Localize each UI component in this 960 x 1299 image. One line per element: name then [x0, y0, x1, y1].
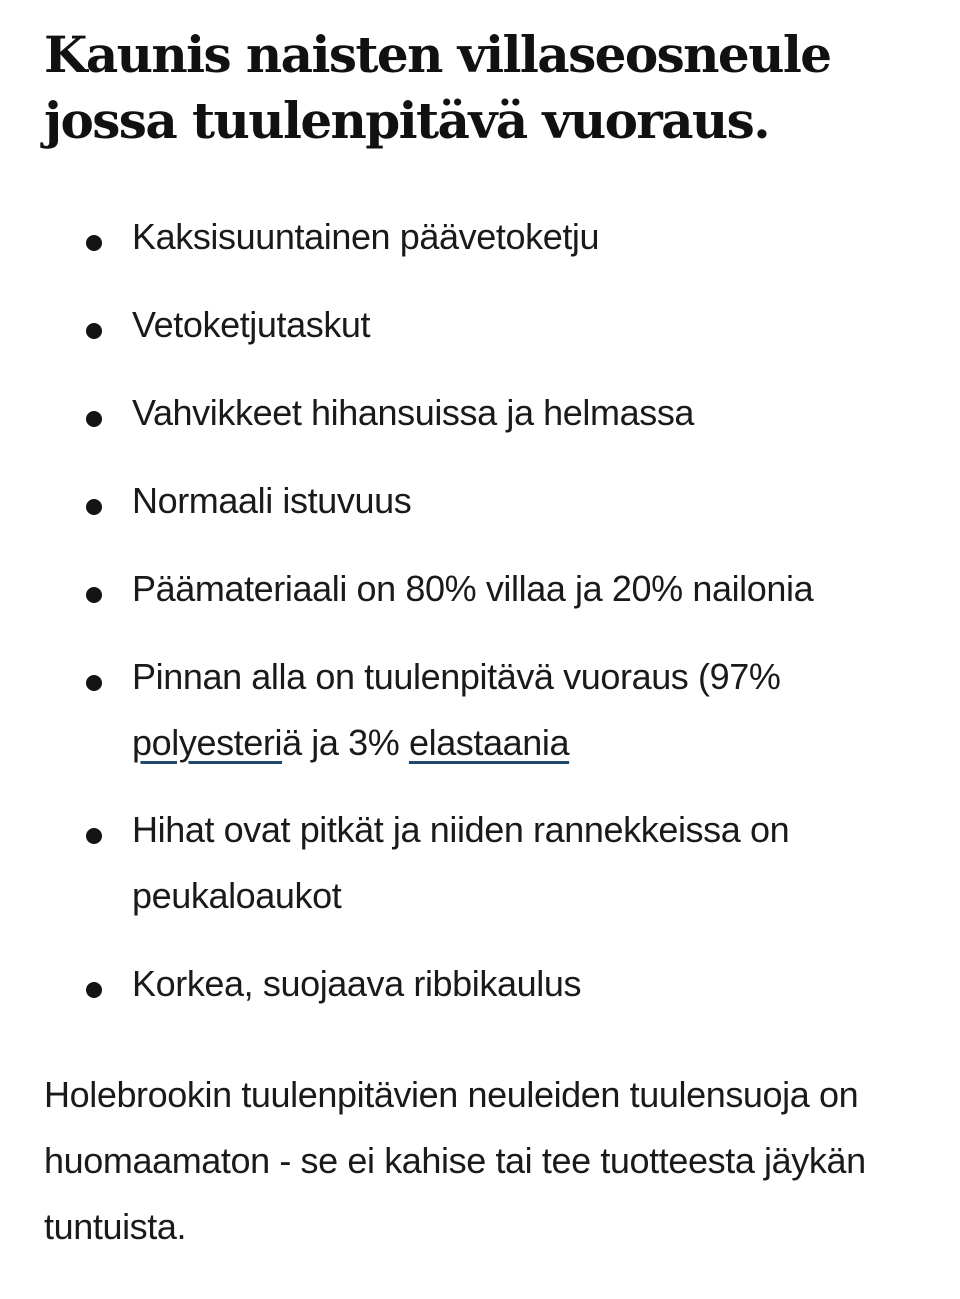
feature-text-line2: peukaloaukot [132, 875, 342, 916]
bullet-icon [86, 951, 106, 1017]
feature-text-line1: Pinnan alla on tuulenpitävä vuoraus (97% [132, 656, 781, 697]
bullet-icon [86, 468, 106, 534]
elastaania-link[interactable]: elastaania [408, 722, 570, 763]
feature-text: Korkea, suojaava ribbikaulus [132, 963, 582, 1004]
feature-text: Päämateriaali on 80% villaa ja 20% nailonia [132, 568, 814, 609]
list-item [132, 380, 922, 446]
list-item [132, 797, 922, 929]
page-title: Kaunis naisten villaseosneule jossa tuulenpitävä vuoraus. [44, 25, 831, 150]
description-paragraph: Holebrookin tuulenpitävien neuleiden tuulensuoja on huomaamaton - se ei kahise tai tee tuotteesta jäykän tuntuista. [44, 1074, 866, 1247]
bullet-icon [86, 644, 106, 710]
list-item [132, 951, 922, 1017]
polyesteri-link[interactable]: polyesteri [132, 722, 283, 763]
list-item [132, 468, 922, 534]
list-item [132, 204, 922, 270]
bullet-icon [86, 292, 106, 358]
bullet-icon [86, 204, 106, 270]
list-item [132, 292, 922, 358]
feature-text: Vahvikkeet hihansuissa ja helmassa [132, 392, 695, 433]
feature-text-mid: ä ja 3% [282, 722, 409, 763]
feature-text-line1: Hihat ovat pitkät ja niiden rannekkeissa on [132, 809, 790, 850]
bullet-icon [86, 380, 106, 446]
feature-text-line2 [132, 710, 922, 776]
feature-text: Normaali istuvuus [132, 480, 412, 521]
feature-text: Vetoketjutaskut [132, 304, 371, 345]
list-item [132, 644, 922, 776]
bullet-icon [86, 797, 106, 863]
bullet-icon [86, 556, 106, 622]
feature-text: Kaksisuuntainen päävetoketju [132, 216, 600, 257]
list-item [132, 556, 922, 622]
